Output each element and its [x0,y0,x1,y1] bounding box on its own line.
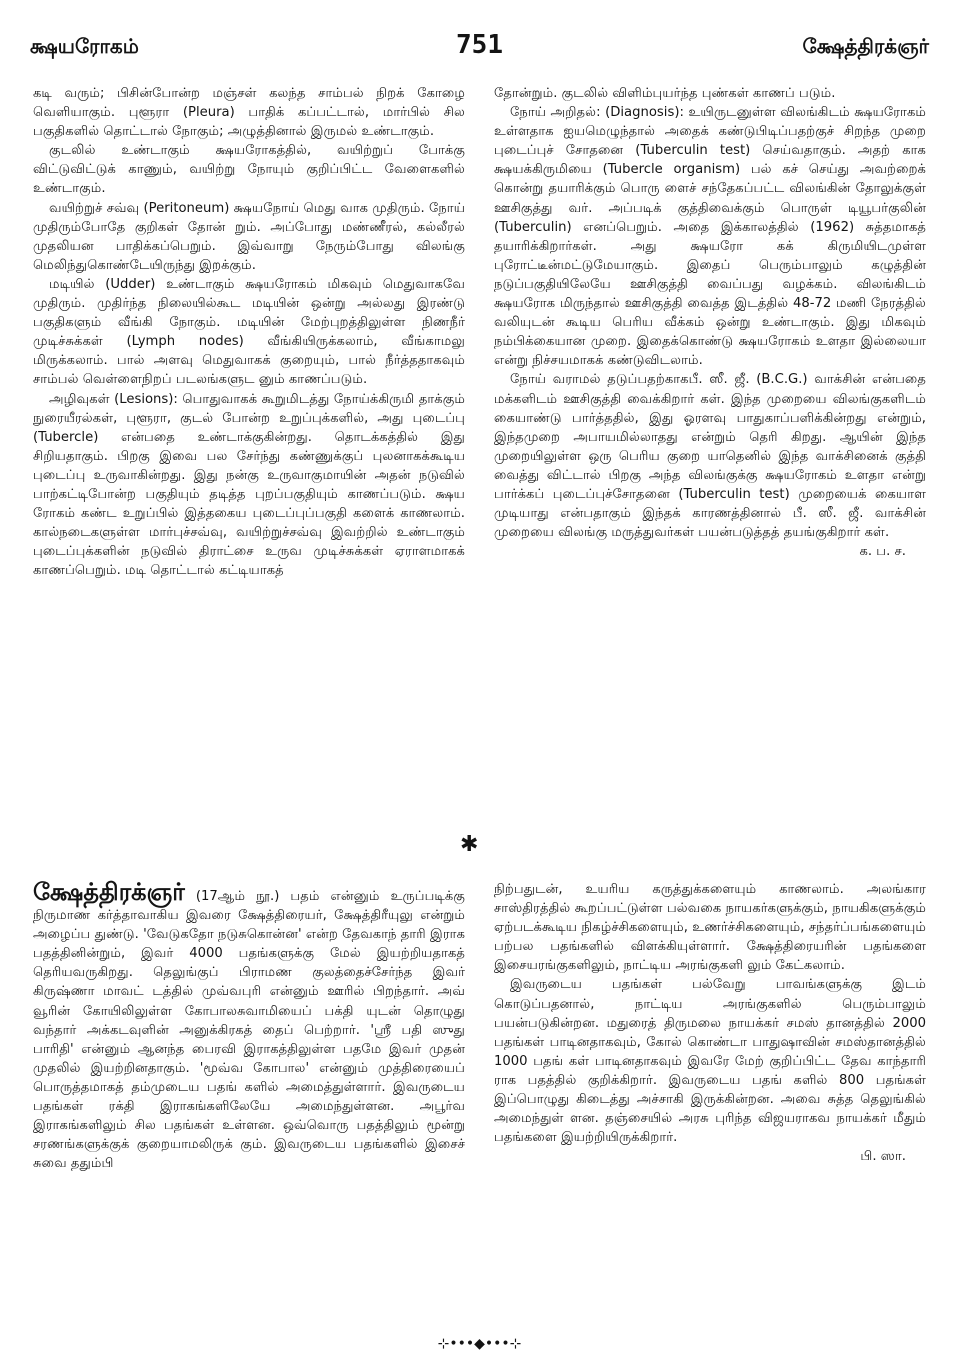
article2-column-2 [494,880,926,1340]
footer-ornament: ⊹•••◆•••⊹ [437,1336,522,1352]
paragraph: கடி வரும்; பிசின்போன்ற மஞ்சள் கலந்த சாம்பல் நிறக் கோழை வெளியாகும். புளூரா (Pleura) பாதிக் கப்பட்டால், மார்பில் சில பகுதிகளில் தொட்டால் நோகும்; அழுத்தினால் இருமல் உண்டாகும். [33,86,465,140]
running-head-right: க்ஷேத்திரக்ஞர் [802,34,929,58]
section-divider-star: ✱ [460,832,479,857]
page-number: 751 [456,30,503,60]
paragraph-text: (17ஆம் நூ.) பதம் என்னும் உருப்படிக்கு நிருமாண கர்த்தாவாகிய இவரை க்ஷேத்திரையர், க்ஷேத்திரீயுலு என்றும் அழைப்ப துண்டு. 'வேடுகதோ நடுசுகொன்ன' என்ற தேவகாந் தாரி இராக பதத்தினின்றும், இவர் 4000 பதங்களுக்கு மேல் இயற்றியதாகத் தெரியவருகிறது. தெலுங்குப் பிராமண குலத்தைச்சேர்ந்த இவர் கிருஷ்ணா மாவட் டத்தில் முவ்வபுரி என்னும் ஊரில் பிறந்தார். அவ் வூரின் கோயிலிலுள்ள கோபாலசுவாமியைப் பக்தி யுடன் தொழுது வந்தார் அக்கடவுளின் அனுக்கிரகத் தைப் பெற்றார். 'ஸ்ரீ பதி ஸுது பாரிதி' என்னும் ஆனந்த பைரவி இராகத்திலுள்ள பதமே இவர் முதன் முதலில் இயற்றினதாகும். 'மூவ்வ கோபால' என்னும் முத்திரையைப் பொருத்தமாகத் தம்முடைய பதங் களில் அமைத்துள்ளார். இவருடைய பதங்கள் ரக்தி இராகங்களிலேயே அமைந்துள்ளன. அபூர்வ இராகங்களிலும் சில பதங்கள் உள்ளன. ஒவ்வொரு பதத்திலும் மூன்று சரணங்களுக்குக் குறையாமலிருக் கும். இவருடைய பதங்களில் இசைச் சுவை ததும்பி [33,889,465,1172]
paragraph: மடியில் (Udder) உண்டாகும் க்ஷயரோகம் மிகவும் மெதுவாகவே முதிரும். முதிர்ந்த நிலையில்கூட மடியின் ஒன்று அல்லது இரண்டு பகுதிகளும் வீங்கி நோகும். மடியின் மேற்புறத்திலுள்ள நிணநீர் முடிச்சுக்கள் (Lymph nodes) வீங்கியிருக்கலாம், வீங்காமலு மிருக்கலாம். பால் அளவு மெதுவாகக் குறையும், பால் நீர்த்ததாகவும் சாம்பல் வெள்ளைநிறப் படலங்களுட னும் காணப்படும். [33,276,465,388]
paragraph [33,880,465,1173]
article1-column-2 [494,84,926,774]
author-initials: க. ப. ச. [859,544,906,560]
paragraph: குடலில் உண்டாகும் க்ஷயரோகத்தில், வயிற்றுப் போக்கு விட்டுவிட்டுக் காணும், வயிற்று நோயும் குறிப்பிட்ட வேளைகளில் உண்டாகும். [33,143,465,197]
paragraph: தோன்றும். குடலில் விளிம்புயர்ந்த புண்கள் காணப் படும். [494,86,836,101]
paragraph: வயிற்றுச் சவ்வு (Peritoneum) க்ஷயநோய் மெது வாக முதிரும். நோய் முதிரும்போதே குறிகள் தோன் றும். அப்போது மண்ணீரல், கல்லீரல் முதலியன பாதிக்கப்பெறும். இவ்வாறு நேரும்போது விலங்கு மெலிந்துகொண்டேயிருந்து இறக்கும். [33,200,465,273]
paragraph: நோய் வராமல் தடுப்பதற்காகபீ. ஸீ. ஜீ. (B.C.G.) வாக்சின் என்பதை மக்களிடம் ஊசிகுத்தி வைக்கிறார் கள். இந்த முறையை விலங்குகளிடம் கையாண்டு பார்த்ததில், இது ஓரளவு பாதுகாப்பளிக்கின்றது என்றும், இந்தமுறை அபாயமில்லாதது என்றும் தெரி கிறது. ஆயின் இந்த முறையிலுள்ள ஒரு பெரிய குறை யாதெனில் இந்த வாக்சினைக் குத்தி வைத்து விட்டால் பிறகு அந்த விலங்குக்கு க்ஷயரோகம் உளதா என்று பார்க்கப் புடைப்புச்சோதனை (Tuberculin test) முறையைக் கையாள முடியாது என்பதாகும் இந்தக் காரணத்தினால் பீ. ஸீ. ஜீ. வாக்சின் முறையை விலங்கு மருத்துவர்கள் பயன்படுத்தத் தயங்குகிறார் கள். [494,372,926,541]
paragraph: இவருடைய பதங்கள் பல்வேறு பாவங்களுக்கு இடம் கொடுப்பதனால், நாட்டிய அரங்குகளில் பெரும்பாலும் பயன்படுகின்றன. மதுரைத் திருமலை நாயக்கர் சமஸ் தானத்தில் 2000 பதங்கள் பாடினதாகவும், கோல் கொண்டா பாதுஷாவின் சமஸ்தானத்தில் 1000 பதங் கள் பாடினதாகவும் இவரே மேற் குறிப்பிட்ட தேவ காந்தாரி ராக பதத்தில் குறிக்கிறார். இவருடைய பதங் களில் 800 பதங்கள் இப்பொழுது கிடைத்து அச்சாகி இருக்கின்றன. அவை சுத்த தெலுங்கில் அமைந்துள் ளன. தஞ்சையில் அரசு புரிந்த விஜயராகவ நாயக்கர் மீதும் பதங்களை இயற்றியிருக்கிறார். [494,977,926,1146]
headword: க்ஷேத்திரக்ஞர் [33,880,185,906]
paragraph: நோய் அறிதல்: (Diagnosis): உயிருடனுள்ள விலங்கிடம் க்ஷயரோகம் உள்ளதாக ஐயமெழுந்தால் அதைக் கண்டுபிடிப்பதற்குச் சிறந்த முறை புடைப்புச் சோதனை (Tuberculin test) செய்வதாகும். அதற் காக க்ஷயக்கிருமியை (Tubercle organism) பல் கச் செய்து அவற்றைக் கொன்று தயாரிக்கும் பொரு ளைச் சந்தேகப்பட்ட விலங்கின் தோலுக்குள் ஊசிகுத்து வர். அப்படிக் குத்திவைக்கும் பொருள் டியூபர்குலின் (Tuberculin) எனப்பெறும். அதை இக்காலத்தில் (1962) சுத்தமாகத் தயாரிக்கிறார்கள். அது க்ஷயரோ கக் கிருமியிடமுள்ள புரோட்டீன்மட்டுமேயாகும். இதைப் பெரும்பாலும் கழுத்தின் நடுப்பகுதியிலேயே ஊசிகுத்தி வைப்பது வழக்கம். விலங்கிடம் க்ஷயரோக மிருந்தால் ஊசிகுத்தி வைத்த இடத்தில் 48-72 மணி நேரத்தில் வலியுடன் கூடிய பெரிய வீக்கம் ஒன்று உண்டாகும். இது மிகவும் நம்பிக்கையான முறை. இதைக்கொண்டு க்ஷயரோகம் உளதா இல்லையா என்று நிச்சயமாகக் கண்டுவிடலாம். [494,105,926,369]
article2-column-1 [33,880,465,1340]
author-initials: பி. ஸா. [860,1149,906,1165]
paragraph: நிற்பதுடன், உயரிய கருத்துக்களையும் காணலாம். அலங்கார சாஸ்திரத்தில் கூறப்பட்டுள்ள பல்வகை நாயகர்களுக்கும், நாயகிகளுக்கும் ஏற்படக்கூடிய நிகழ்ச்சிகளையும், உணர்ச்சிகளையும், சந்தர்ப்பங்களையும் பற்பல பதங்களில் விளக்கியுள்ளார். க்ஷேத்திரையரின் பதங்களை இசையரங்குகளிலும், நாட்டிய அரங்குகளி லும் கேட்கலாம். [494,882,926,974]
running-head-left: க்ஷயரோகம் [30,34,139,58]
paragraph: அழிவுகள் (Lesions): பொதுவாகக் கூறுமிடத்து நோய்க்கிருமி தாக்கும் நுரையீரல்கள், புளூரா, குடல் போன்ற உறுப்புக்களில், அது புடைப்பு (Tubercle) என்பதை உண்டாக்குகின்றது. தொடக்கத்தில் இது சிறியதாகும். பிறகு இவை பல சேர்ந்து கண்ணுக்குப் புலனாகக்கூடிய புடைப்பு உருவாகின்றது. இது நன்கு உருவாகுமாயின் அதன் நடுவில் பாற்கட்டிபோன்ற பகுதியும் தடித்த புறப்பகுதியும் காணப்படும். க்ஷய ரோகம் கண்ட உறுப்பில் இத்தகைய புடைப்புப்பகுதி களைக் காணலாம். கால்நடைகளுள்ள மார்புச்சவ்வு, வயிற்றுச்சவ்வு இவற்றில் உண்டாகும் புடைப்புக்களின் நடுவில் திராட்சை உருவ முடிச்சுக்கள் ஏராளமாகக் காணப்பெறும். மடி தொட்டால் கட்டியாகத் [33,391,465,579]
article1-column-1 [33,84,465,774]
